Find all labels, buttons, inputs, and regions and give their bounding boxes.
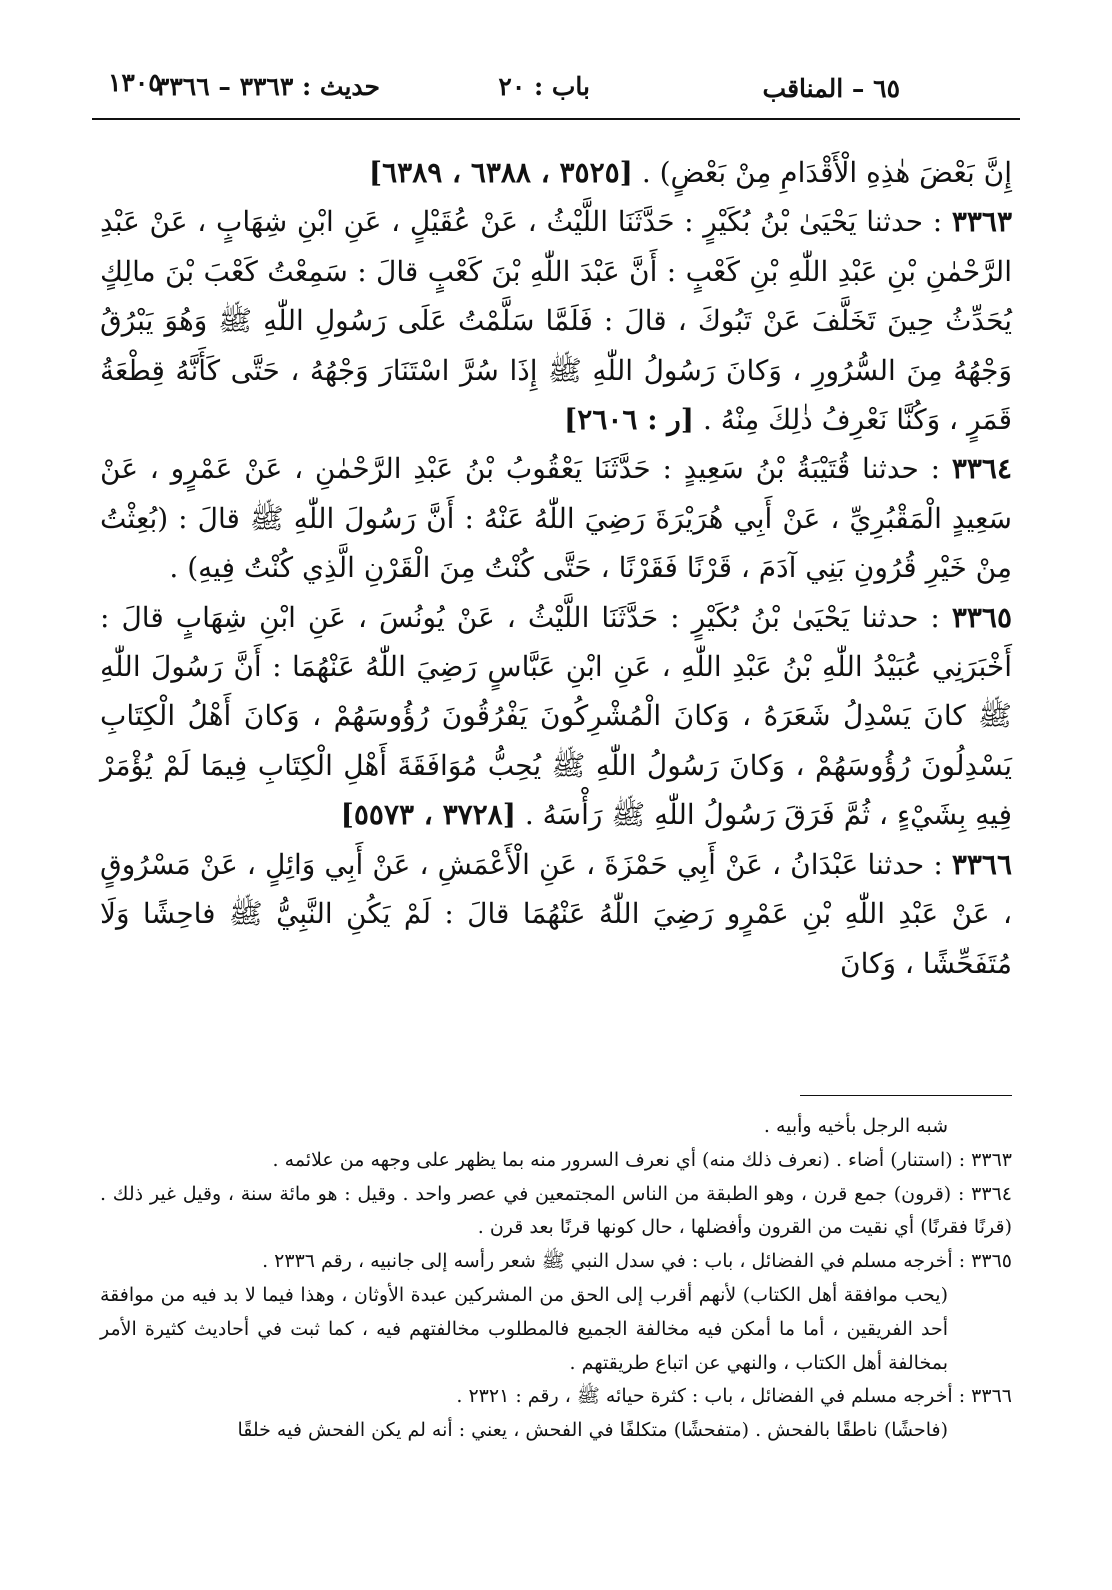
hadith-text: : حدثنا قُتَيْبَةُ بْنُ سَعِيدٍ : حَدَّثَنَا يَعْقُوبُ بْنُ عَبْدِ الرَّحْمٰنِ ، عَنْ عَمْرٍو ، عَنْ سَعِيدٍ الْمَقْبُرِيِّ ، عَنْ أَبِي هُرَيْرَةَ رَضِيَ اللّٰهُ عَنْهُ : أَنَّ رَسُولَ اللّٰهِ ﷺ قالَ : (بُعِثْتُ مِنْ خَيْرِ قُرُونِ بَنِي آدَمَ ، قَرْنًا فَقَرْنًا ، حَتَّى كُنْتُ مِنَ الْقَرْنِ الَّذِي كُنْتُ فِيهِ) . [100,452,1012,585]
footnote-line: (فاحشًا) ناطقًا بالفحش . (متفحشًا) متكلفًا في الفحش ، يعني : أنه لم يكن الفحش فيه خلقًا [237,1419,948,1442]
bab-label: باب : ٢٠ [498,72,590,101]
cross-reference: [٣٧٢٨ ، ٥٥٧٣] [340,798,516,832]
main-text [100,148,1012,988]
footnote-line: شبه الرجل بأخيه وأبيه . [763,1115,948,1137]
footnote-line: ٣٣٦٣ : (استنار) أضاء . (نعرف ذلك منه) أي نعرف السرور منه بما يظهر على وجهه من علائمه . [272,1148,1012,1171]
footnote-line: (يحب موافقة أهل الكتاب) لأنهم أقرب إلى الحق من المشركين عبدة الأوثان ، وهذا فيما لا بد فيه من موافقة أحد الفريقين ، أما ما أمكن فيه مخالفة الجميع فالمطلوب مخالفتهم فيه ، كما ثبت في أحاديث كثيرة الأمر بمخالفة أهل الكتاب ، والنهي عن اتباع طريقتهم . [100,1283,948,1374]
hadith-number: ٣٣٦٣ [951,205,1012,239]
footnote-separator [800,1095,1012,1096]
footnote-line: ٣٣٦٥ : أخرجه مسلم في الفضائل ، باب : في سدل النبي ﷺ شعر رأسه إلى جانبيه ، رقم ٢٣٣٦ . [262,1250,1012,1273]
hadith-text: : حدثنا يَحْيَىٰ بْنُ بُكَيْرٍ : حَدَّثَنَا اللَّيْثُ ، عَنْ عُقَيْلٍ ، عَنِ ابْنِ شِهَابٍ ، عَنْ عَبْدِ الرَّحْمٰنِ بْنِ عَبْدِ اللّٰهِ بْنِ كَعْبٍ : أَنَّ عَبْدَ اللّٰهِ بْنَ كَعْبٍ قالَ : سَمِعْتُ كَعْبَ بْنَ مالِكٍ يُحَدِّثُ حِينَ تَخَلَّفَ عَنْ تَبُوكَ ، قالَ : فَلَمَّا سَلَّمْتُ عَلَى رَسُولِ اللّٰهِ ﷺ وَهُوَ يَبْرُقُ وَجْهُهُ مِنَ السُّرُورِ ، وَكانَ رَسُولُ اللّٰهِ ﷺ إِذَا سُرَّ اسْتَنَارَ وَجْهُهُ ، حَتَّى كَأَنَّهُ قِطْعَةُ قَمَرٍ ، وَكُنَّا نَعْرِفُ ذٰلِكَ مِنْهُ . [100,205,1012,437]
running-header [92,62,1020,110]
opening-paragraph [100,148,1012,197]
hadith-paragraph [100,197,1012,444]
footnote-line: ٣٣٦٤ : (قرون) جمع قرن ، وهو الطبقة من الناس المجتمعين في عصر واحد . وقيل : هو مائة سنة ، وقيل غير ذلك . (قرنًا فقرنًا) أي نقيت من القرون وأفضلها ، حال كونها قرنًا بعد قرن . [100,1182,1012,1239]
hadith-number: ٣٣٦٥ [951,600,1012,634]
hadith-paragraph [100,593,1012,840]
footnote-line: ٣٣٦٦ : أخرجه مسلم في الفضائل ، باب : كثرة حيائه ﷺ ، رقم : ٢٣٢١ . [456,1385,1012,1408]
opening-text: إِنَّ بَعْضَ هٰذِهِ الْأَقْدَامِ مِنْ بَعْضٍ) . [632,156,1012,189]
header-rule [92,118,1020,120]
cross-reference: [ر : ٢٦٠٦] [564,403,695,437]
hadith-range: حديث : ٣٣٦٣ – ٣٣٦٦ [155,72,380,101]
hadith-paragraph [100,444,1012,592]
footnotes [100,1110,1012,1448]
cross-reference: [٣٥٢٥ ، ٦٣٨٨ ، ٦٣٨٩] [368,156,633,189]
page-number: ١٣٠٥ [108,68,162,97]
chapter-title: ٦٥ – المناقب [762,74,900,103]
hadith-number: ٣٣٦٦ [951,847,1012,881]
hadith-paragraph [100,840,1012,988]
hadith-text: : حدثنا عَبْدَانُ ، عَنْ أَبِي حَمْزَةَ ، عَنِ الْأَعْمَشِ ، عَنْ أَبِي وَائِلٍ ، عَنْ مَسْرُوقٍ ، عَنْ عَبْدِ اللّٰهِ بْنِ عَمْرٍو رَضِيَ اللّٰهُ عَنْهُمَا قالَ : لَمْ يَكُنِ النَّبِيُّ ﷺ فاحِشًا وَلَا مُتَفَحِّشًا ، وَكانَ [100,847,1012,980]
hadith-text: : حدثنا يَحْيَىٰ بْنُ بُكَيْرٍ : حَدَّثَنَا اللَّيْثُ ، عَنْ يُونُسَ ، عَنِ ابْنِ شِهَابٍ قالَ : أَخْبَرَنِي عُبَيْدُ اللّٰهِ بْنُ عَبْدِ اللّٰهِ ، عَنِ ابْنِ عَبَّاسٍ رَضِيَ اللّٰهُ عَنْهُمَا : أَنَّ رَسُولَ اللّٰهِ ﷺ كانَ يَسْدِلُ شَعَرَهُ ، وَكانَ الْمُشْرِكُونَ يَفْرُقُونَ رُؤُوسَهُمْ ، وَكانَ أَهْلُ الْكِتَابِ يَسْدِلُونَ رُؤُوسَهُمْ ، وَكانَ رَسُولُ اللّٰهِ ﷺ يُحِبُّ مُوَافَقَةَ أَهْلِ الْكِتَابِ فِيمَا لَمْ يُؤْمَرْ فِيهِ بِشَيْءٍ ، ثُمَّ فَرَقَ رَسُولُ اللّٰهِ ﷺ رَأْسَهُ . [100,600,1012,832]
hadith-number: ٣٣٦٤ [951,452,1012,486]
